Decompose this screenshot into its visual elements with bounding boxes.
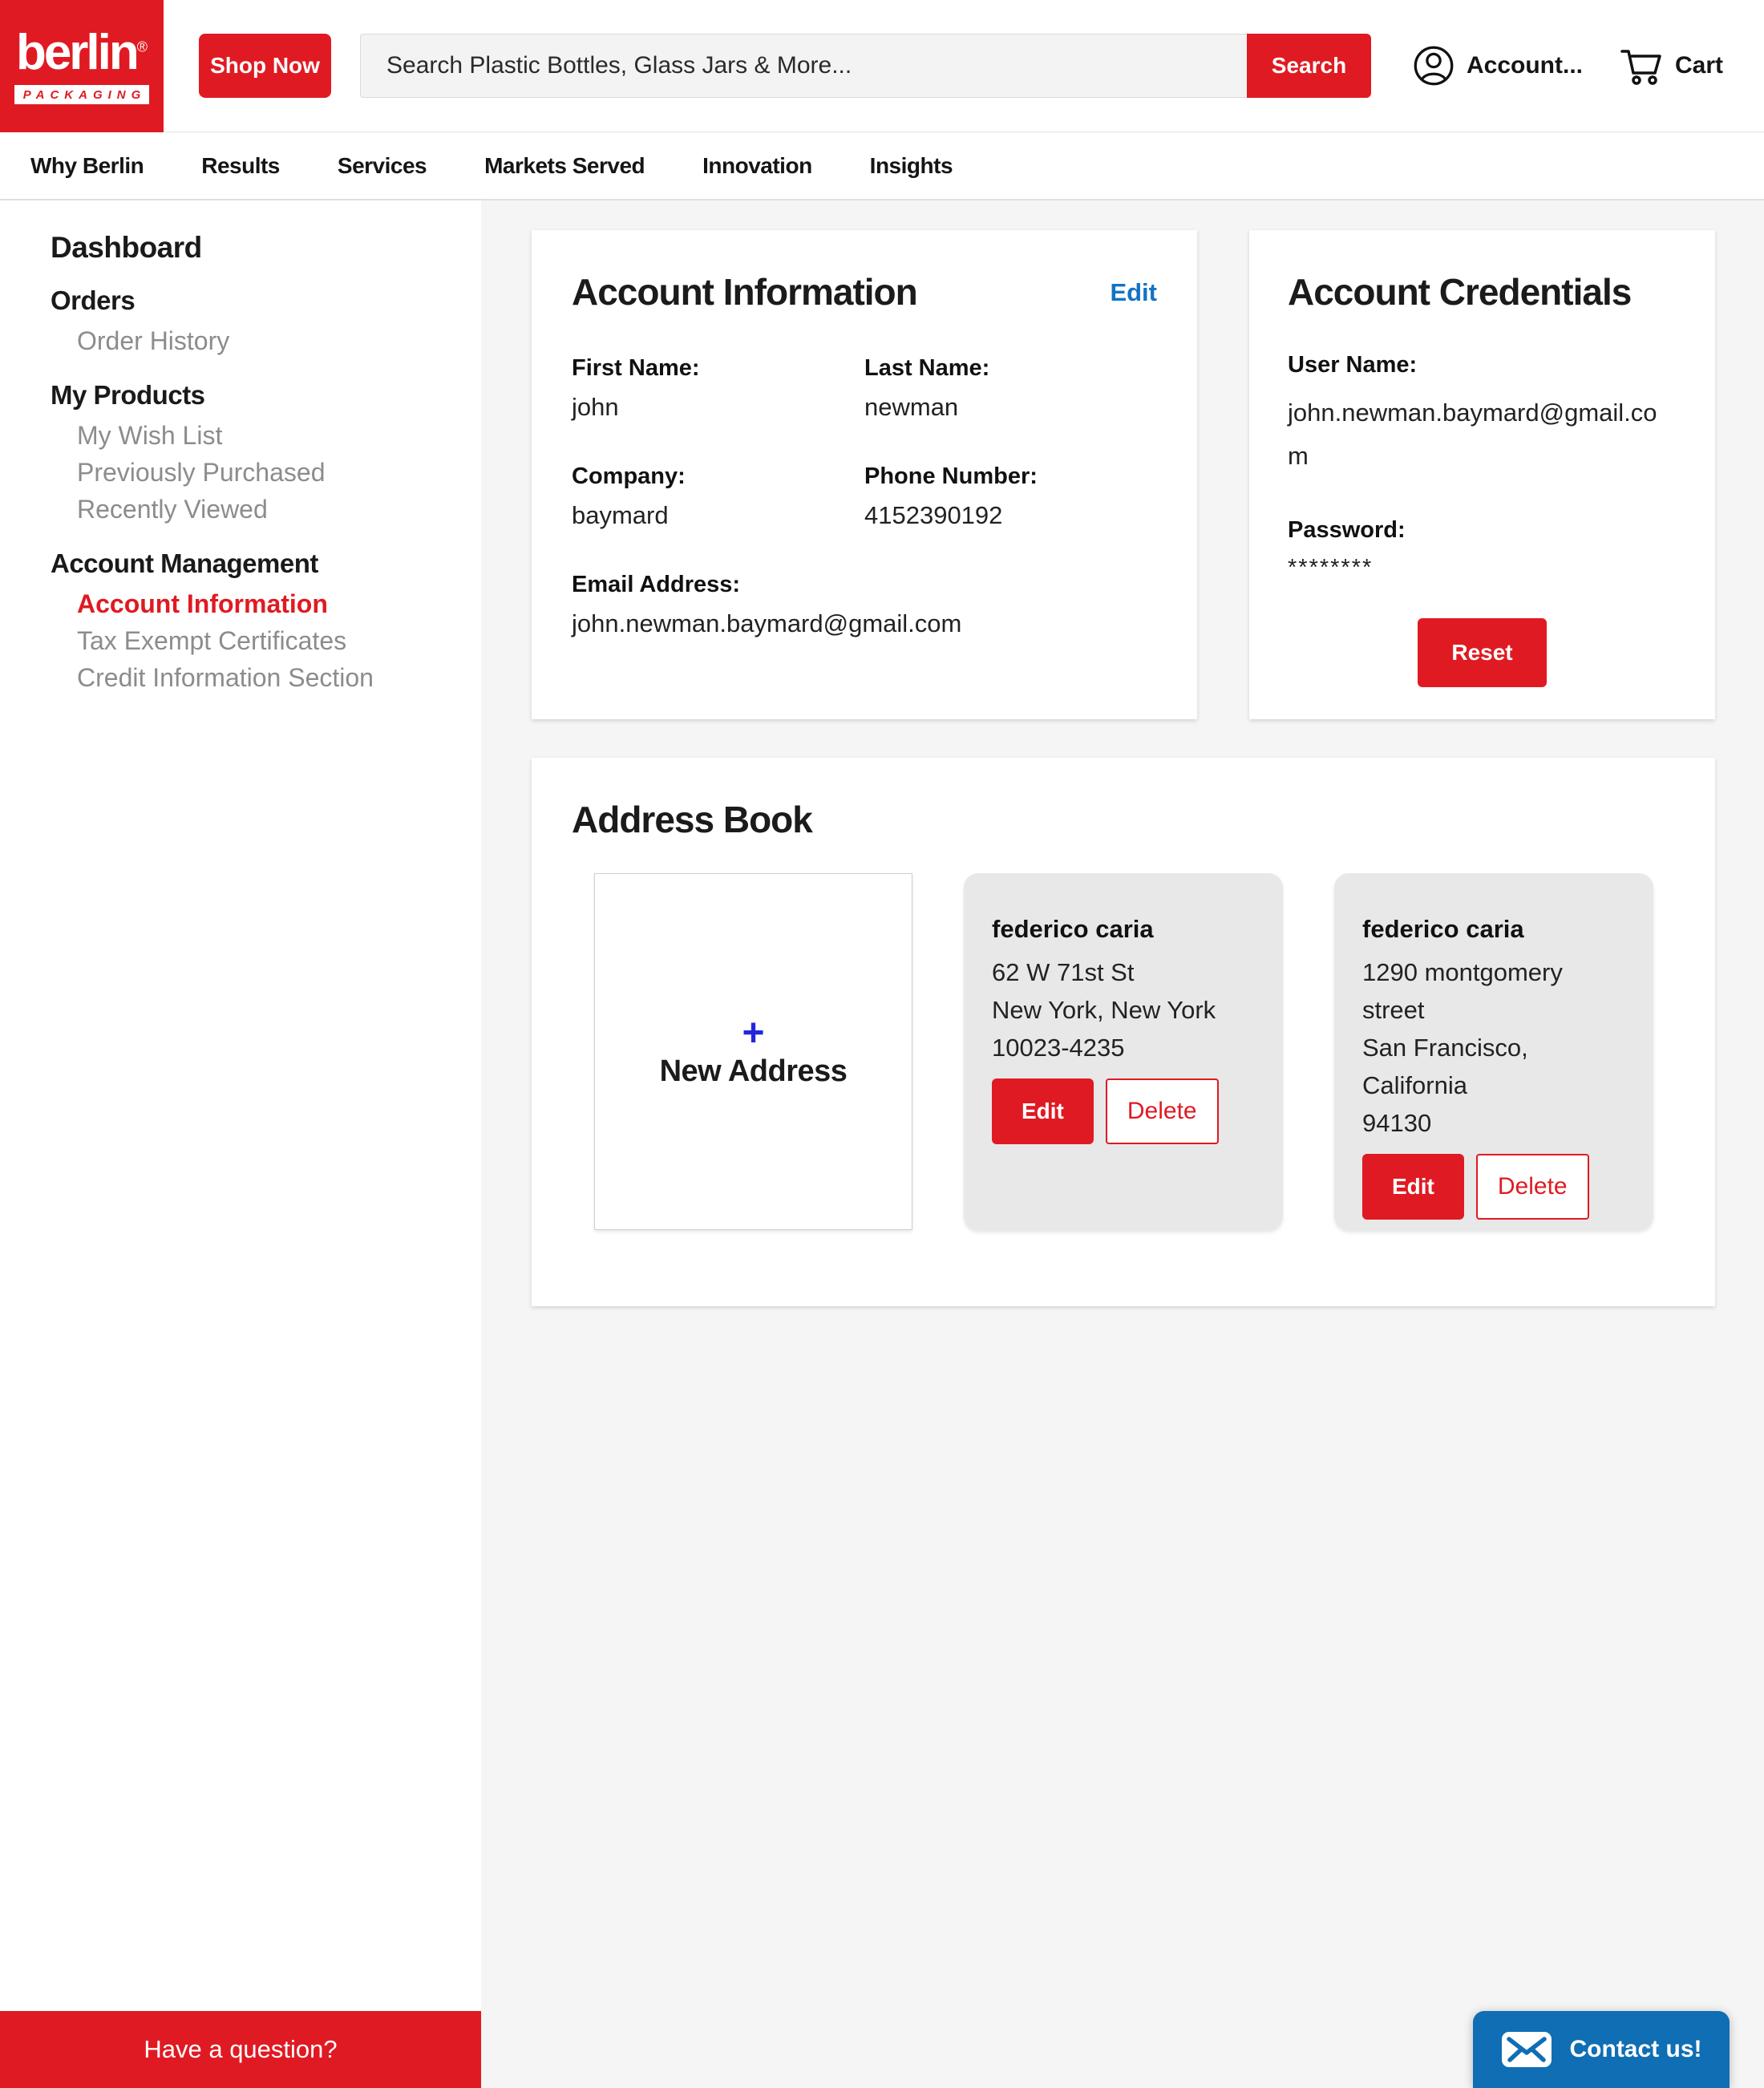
password-label: Password: (1288, 516, 1406, 543)
field-email-address (572, 572, 1157, 638)
sidebar-section-my-products (51, 380, 457, 528)
main-nav (0, 132, 1764, 200)
page-body (0, 200, 1764, 2086)
account-information-card (532, 230, 1197, 719)
berlin-packaging-logo[interactable] (0, 0, 164, 132)
address-1-line: New York, New York (992, 995, 1216, 1024)
have-a-question-label: Have a question? (144, 2035, 338, 2063)
account-sidebar (0, 200, 481, 2086)
logo-subtitle: PACKAGING (14, 85, 150, 104)
contact-us-button[interactable] (1473, 2011, 1730, 2088)
field-password (1288, 517, 1677, 581)
field-phone-number (864, 463, 1157, 530)
top-cards-row (532, 230, 1715, 719)
cart-button[interactable] (1620, 46, 1723, 86)
envelope-icon (1501, 2031, 1552, 2068)
sidebar-item-previously-purchased[interactable]: Previously Purchased (77, 458, 326, 487)
sidebar-header-account-management: Account Management (51, 548, 318, 578)
address-tiles-row (594, 873, 1675, 1230)
phone-number-value: 4152390192 (864, 501, 1003, 529)
account-information-edit-link[interactable]: Edit (1110, 278, 1157, 306)
nav-item-markets-served[interactable]: Markets Served (484, 152, 645, 178)
field-company (572, 463, 864, 530)
first-name-value: john (572, 393, 619, 421)
address-2-line: California (1362, 1070, 1467, 1099)
nav-item-insights[interactable]: Insights (869, 152, 953, 178)
last-name-value: newman (864, 393, 959, 421)
sidebar-item-account-information[interactable]: Account Information (77, 589, 328, 618)
email-address-value: john.newman.baymard@gmail.com (572, 609, 962, 637)
password-masked-value: ******** (1288, 554, 1374, 581)
address-card-2 (1334, 873, 1653, 1230)
sidebar-item-dashboard[interactable]: Dashboard (51, 231, 202, 264)
new-address-label: New Address (659, 1054, 848, 1088)
cart-icon (1620, 46, 1663, 86)
sidebar-item-tax-exempt-certificates[interactable]: Tax Exempt Certificates (77, 626, 347, 655)
address-book-title: Address Book (572, 798, 812, 840)
field-last-name (864, 355, 1157, 422)
last-name-label: Last Name: (864, 355, 990, 381)
address-1-delete-button[interactable]: Delete (1106, 1078, 1219, 1144)
company-label: Company: (572, 463, 686, 489)
account-information-title: Account Information (572, 271, 917, 313)
account-information-fields (572, 355, 1157, 638)
account-credentials-title: Account Credentials (1288, 271, 1632, 313)
address-2-line: 94130 (1362, 1108, 1432, 1137)
address-2-line: street (1362, 995, 1425, 1024)
address-2-name: federico caria (1362, 914, 1524, 943)
address-book-card (532, 758, 1715, 1306)
search-input[interactable] (360, 34, 1247, 98)
field-user-name (1288, 352, 1677, 479)
sidebar-section-account-management (51, 548, 457, 696)
first-name-label: First Name: (572, 355, 700, 381)
address-1-name: federico caria (992, 914, 1154, 943)
field-first-name (572, 355, 864, 422)
address-2-delete-button[interactable]: Delete (1476, 1154, 1589, 1220)
user-name-value: john.newman.baymard@gmail.com (1288, 399, 1657, 471)
sidebar-header-my-products: My Products (51, 380, 205, 410)
account-menu[interactable] (1413, 45, 1583, 87)
phone-number-label: Phone Number: (864, 463, 1038, 489)
search-button[interactable]: Search (1247, 34, 1371, 98)
address-1-edit-button[interactable]: Edit (992, 1078, 1094, 1144)
address-2-line: 1290 montgomery (1362, 957, 1563, 986)
main-content (481, 200, 1764, 2086)
address-2-edit-button[interactable]: Edit (1362, 1154, 1464, 1220)
nav-item-innovation[interactable]: Innovation (702, 152, 812, 178)
contact-us-label: Contact us! (1569, 2036, 1702, 2062)
sidebar-section-orders (51, 285, 457, 359)
logo-wordmark: berlin® (15, 24, 148, 80)
nav-item-services[interactable]: Services (337, 152, 427, 178)
account-icon (1413, 45, 1454, 87)
sidebar-header-orders: Orders (51, 285, 136, 315)
shop-now-button[interactable]: Shop Now (199, 34, 331, 98)
address-1-line: 10023-4235 (992, 1033, 1125, 1062)
email-address-label: Email Address: (572, 572, 741, 597)
reset-password-button[interactable]: Reset (1418, 618, 1546, 687)
sidebar-item-credit-information-section[interactable]: Credit Information Section (77, 663, 374, 692)
cart-label: Cart (1675, 52, 1724, 79)
sidebar-item-recently-viewed[interactable]: Recently Viewed (77, 495, 268, 524)
sidebar-item-my-wish-list[interactable]: My Wish List (77, 421, 223, 450)
registered-mark: ® (136, 38, 148, 55)
nav-item-why-berlin[interactable]: Why Berlin (30, 152, 144, 178)
have-a-question-button[interactable] (0, 2011, 481, 2088)
address-1-line: 62 W 71st St (992, 957, 1135, 986)
account-credentials-card (1249, 230, 1715, 719)
address-2-line: San Francisco, (1362, 1033, 1528, 1062)
user-name-label: User Name: (1288, 352, 1418, 378)
account-label: Account... (1467, 52, 1584, 79)
company-value: baymard (572, 501, 669, 529)
plus-icon: + (742, 1011, 765, 1054)
new-address-tile[interactable] (594, 873, 912, 1230)
header (0, 0, 1764, 132)
sidebar-item-order-history[interactable]: Order History (77, 326, 230, 355)
address-card-1 (964, 873, 1283, 1230)
search-bar (360, 34, 1371, 98)
nav-item-results[interactable]: Results (201, 152, 280, 178)
